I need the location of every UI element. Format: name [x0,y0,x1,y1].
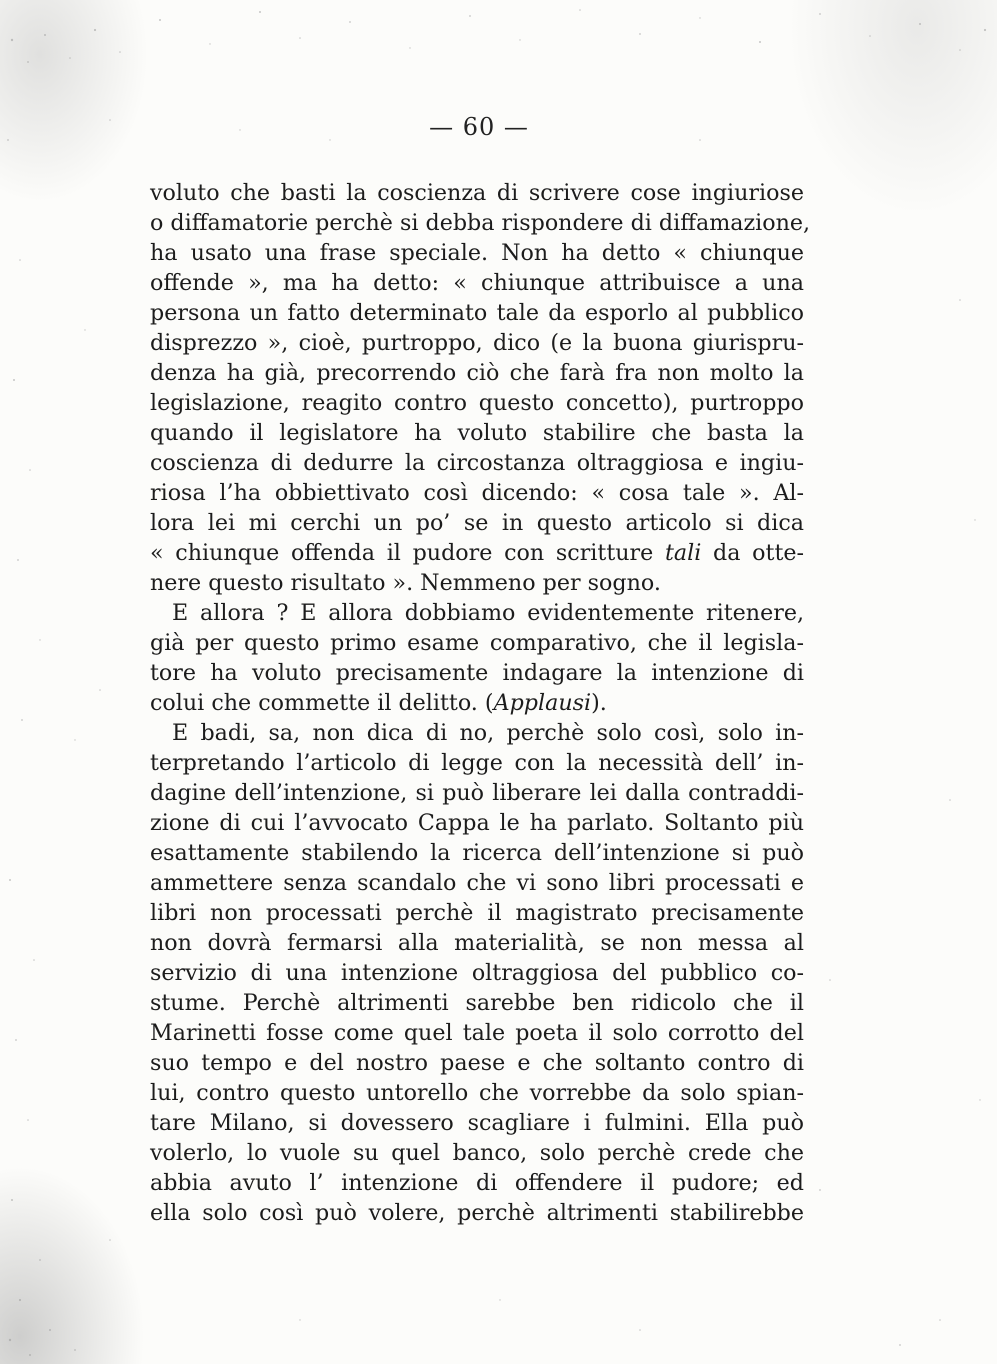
text-line: denza ha già, precorrendo ciò che farà fra non molto la [150,360,804,386]
text-line: disprezzo », cioè, purtroppo, dico (e la buona giurispru- [150,330,804,356]
text-line: stume. Perchè altrimenti sarebbe ben ridicolo che il [150,990,804,1016]
text-line: coscienza di dedurre la circostanza oltraggiosa e ingiu- [150,450,804,476]
text-line: colui che commette il delitto. (Applausi). [150,690,607,716]
text-line: tore ha voluto precisamente indagare la intenzione di [150,660,804,686]
text-line: lui, contro questo untorello che vorrebbe da solo spian- [150,1080,804,1106]
text-line: volerlo, lo vuole su quel banco, solo perchè crede che [150,1140,804,1166]
text-line: esattamente stabilendo la ricerca dell’intenzione si può [150,840,804,866]
text-line: ha usato una frase speciale. Non ha detto « chiunque [150,240,804,266]
body-text [150,178,811,1228]
text-line: quando il legislatore ha voluto stabilire che basta la [150,420,804,446]
text-line: suo tempo e del nostro paese e che soltanto contro di [150,1050,804,1076]
text-line: E allora ? E allora dobbiamo evidentemente ritenere, [172,600,804,626]
text-line: voluto che basti la coscienza di scrivere cose ingiuriose [150,180,804,206]
text-line: già per questo primo esame comparativo, che il legisla- [150,630,804,656]
text-line: tare Milano, si dovessero scagliare i fulmini. Ella può [150,1110,804,1136]
text-line: lora lei mi cerchi un po’ se in questo articolo si dica [150,510,804,536]
text-line: ella solo così può volere, perchè altrimenti stabilirebbe [150,1200,804,1226]
text-line: E badi, sa, non dica di no, perchè solo così, solo in- [172,720,804,746]
text-line: ammettere senza scandalo che vi sono libri processati e [150,870,804,896]
page-number: — 60 — [429,113,529,141]
text-line: terpretando l’articolo di legge con la necessità dell’ in- [150,750,804,776]
text-line: o diffamatorie perchè si debba rispondere di diffamazione, [150,210,811,236]
text-line: persona un fatto determinato tale da esporlo al pubblico [150,300,804,326]
text-line: non dovrà fermarsi alla materialità, se non messa al [150,930,804,956]
text-line: libri non processati perchè il magistrato precisamente [150,900,804,926]
text-line: nere questo risultato ». Nemmeno per sogno. [150,570,661,596]
text-line: dagine dell’intenzione, si può liberare lei dalla contraddi- [150,780,804,806]
text-line: Marinetti fosse come quel tale poeta il solo corrotto del [150,1020,804,1046]
text-line: zione di cui l’avvocato Cappa le ha parlato. Soltanto più [150,810,804,836]
text-line: abbia avuto l’ intenzione di offendere il pudore; ed [150,1170,804,1196]
text-line: riosa l’ha obbiettivato così dicendo: « cosa tale ». Al- [150,480,804,506]
text-line: legislazione, reagito contro questo concetto), purtroppo [150,390,804,416]
text-line: offende », ma ha detto: « chiunque attribuisce a una [150,270,804,296]
text-line: « chiunque offenda il pudore con scritture tali da otte- [150,540,804,566]
text-line: servizio di una intenzione oltraggiosa del pubblico co- [150,960,804,986]
